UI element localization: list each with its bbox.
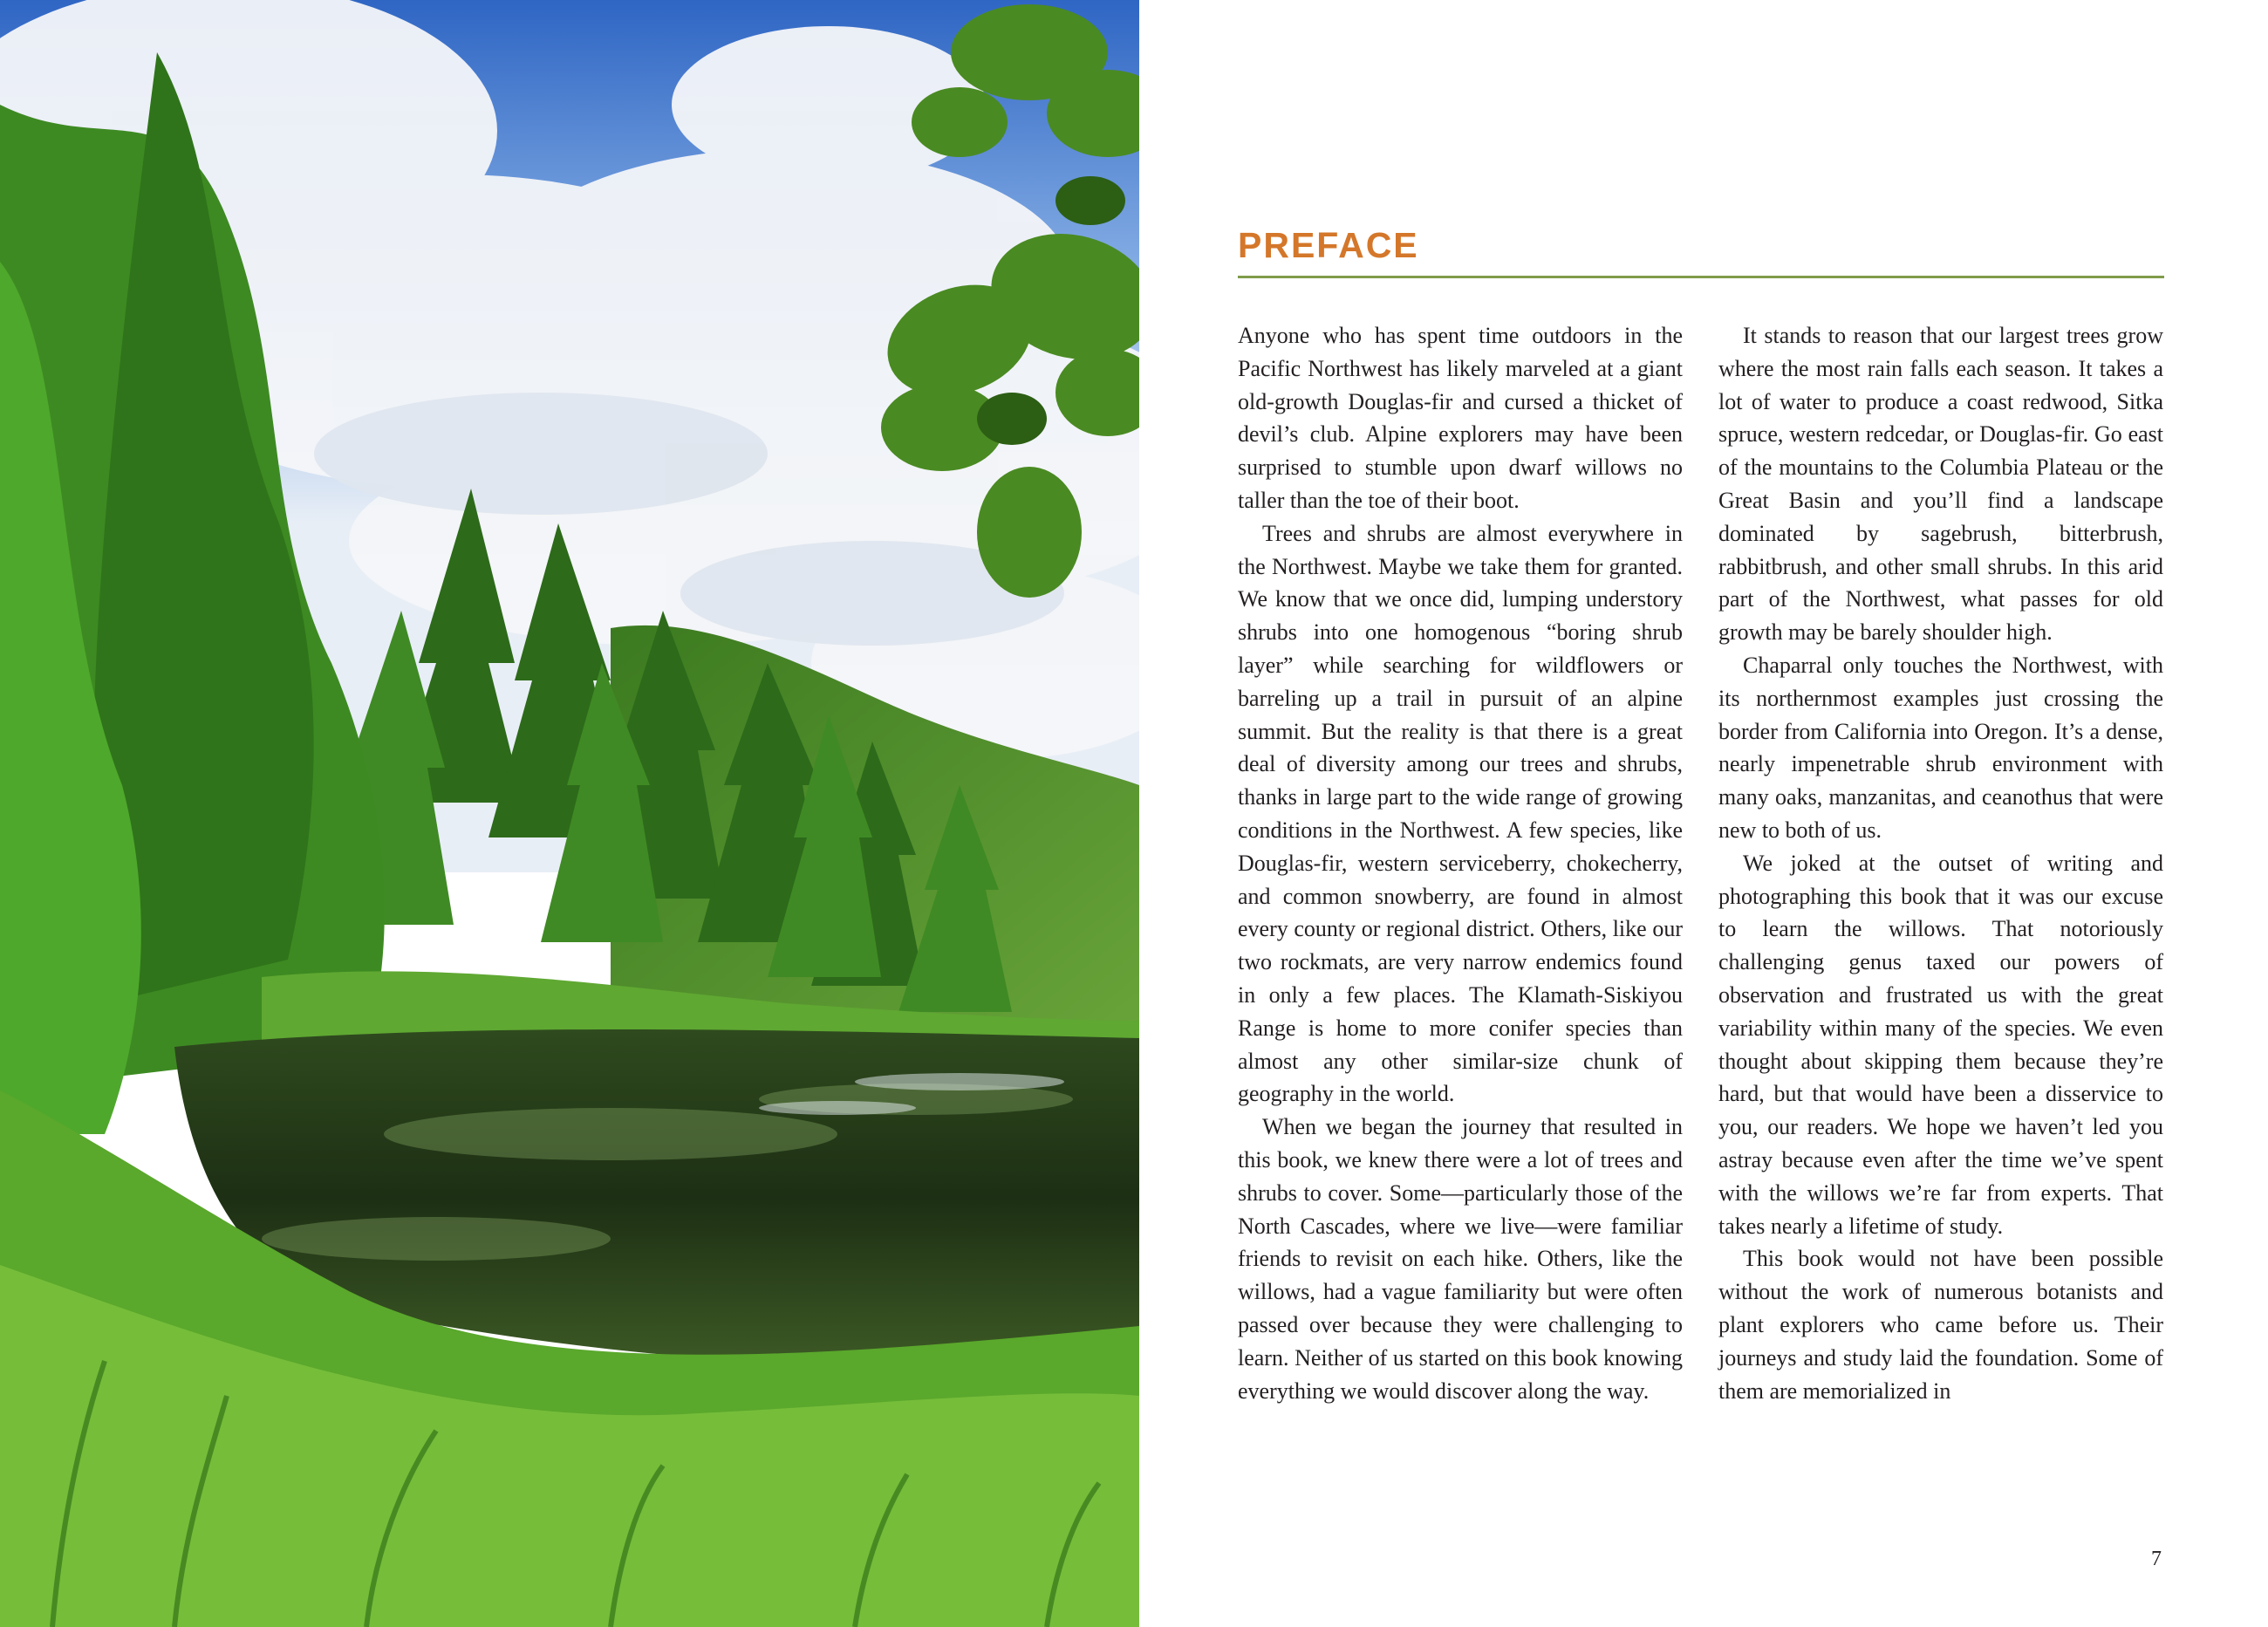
- page-title: PREFACE: [1238, 225, 1419, 265]
- text-page: [1139, 0, 2268, 1627]
- left-text-column: [1238, 319, 1683, 1407]
- page-number: 7: [2151, 1548, 2162, 1570]
- paragraph: We joked at the outset of writing and photographing this book that it was our excuse to learn the willows. That notoriously challenging genus taxed our powers of observation and frustrated us with the great variability within many of the species. We even thought about skipping them because they’re hard, but that would have been a disservice to you, our readers. We hope we haven’t led you astray because even after the time we’ve spent with the willows we’re far from experts. That takes nearly a lifetime of study.: [1718, 850, 2163, 1239]
- paragraph: This book would not have been possible without the work of numerous botanists and plant explorers who came before us. Their journeys and study laid the foundation. Some of them are memorialized in: [1718, 1246, 2163, 1404]
- paragraph: When we began the journey that resulted in this book, we knew there were a lot of trees and shrubs to cover. Some—particularly those of the North Cascades, where we live—were familiar friends to revisit on each hike. Others, like the willows, had a vague familiarity but were often passed over because they were challenging to learn. Neither of us started on this book knowing everything we would discover along the way.: [1238, 1114, 1683, 1404]
- paragraph: Chaparral only touches the Northwest, with its northernmost examples just crossing the border from California into Oregon. It’s a dense, nearly impenetrable shrub environment with many oaks, manzanitas, and ceanothus that were new to both of us.: [1718, 652, 2163, 843]
- right-text-column: [1718, 319, 2163, 1407]
- paragraph: It stands to reason that our largest trees grow where the most rain falls each season. It takes a lot of water to produce a coast redwood, Sitka spruce, western redcedar, or Douglas-fir. Go east of the mountains to the Columbia Plateau or the Great Basin and you’ll find a landscape dominated by sagebrush, bitterbrush, rabbitbrush, and other small shrubs. In this arid part of the Northwest, what passes for old growth may be barely shoulder high.: [1718, 323, 2163, 646]
- paragraph: Trees and shrubs are almost everywhere in the Northwest. Maybe we take them for granted. We know that we once did, lumping understory shrubs into one homogenous “boring shrub layer” while searching for wildflowers or barreling up a trail in pursuit of an alpine summit. But the reality is that there is a great deal of diversity among our trees and shrubs, thanks in large part to the wide range of growing conditions in the Northwest. A few species, like Douglas-fir, western serviceberry, chokecherry, and common snowberry, are found in almost every county or regional district. Others, like our two rockmats, are very narrow endemics found in only a few places. The Klamath-Siskiyou Range is home to more conifer species than almost any other similar-size chunk of geography in the world.: [1238, 520, 1683, 1107]
- paragraph: Anyone who has spent time outdoors in the Pacific Northwest has likely marveled at a giant old-growth Douglas-fir and cursed a thicket of devil’s club. Alpine explorers may have been surprised to stumble upon dwarf willows no taller than the toe of their boot.: [1238, 323, 1683, 513]
- heading-rule: [1238, 276, 2164, 278]
